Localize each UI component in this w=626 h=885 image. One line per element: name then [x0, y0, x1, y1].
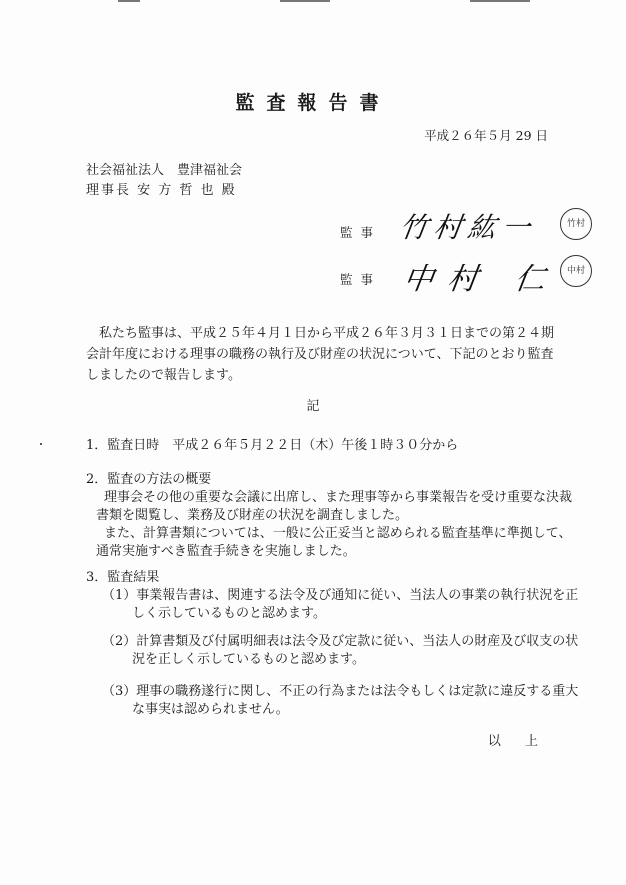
document-title: 監査報告書	[235, 92, 391, 114]
result-item-line: な事実は認められません。	[132, 702, 289, 717]
ki-marker: 記	[306, 399, 320, 414]
closing-mark: 以 上	[487, 734, 548, 749]
recipient-chairman: 理事長 安 方 哲 也 殿	[86, 183, 237, 198]
auditor-signature: 竹村紘一	[397, 211, 539, 244]
seal-icon: 中村	[560, 255, 592, 287]
section-heading-audit-date: 1．監査日時 平成２６年５月２２日（木）午後１時３０分から	[86, 438, 459, 453]
scan-edge-mark	[470, 0, 530, 2]
intro-paragraph: 私たち監事は、平成２５年４月１日から平成２６年３月３１日までの第２４期会計年度における理事の職務の執行及び財産の状況について、下記のとおり監査しましたので報告します。	[86, 326, 555, 383]
seal-icon: 竹村	[560, 208, 592, 240]
result-item-line: （3）理事の職務遂行に関し、不正の行為または法令もしくは定款に違反する重大	[102, 684, 579, 699]
auditor-label: 監事	[340, 272, 382, 287]
method-line: 通常実施すべき監査手続きを実施しました。	[96, 544, 356, 559]
report-date: 平成２６年５月 29 日	[424, 128, 548, 143]
scan-speck	[40, 443, 42, 445]
section-heading-audit-method: 2．監査の方法の概要	[86, 472, 212, 487]
auditor-label: 監事	[340, 225, 382, 240]
section-heading-audit-results: 3．監査結果	[86, 570, 160, 585]
result-item-line: 況を正しく示しているものと認めます。	[132, 652, 365, 667]
result-item-line: しく示しているものと認めます。	[132, 606, 326, 621]
method-line: 理事会その他の重要な会議に出席し、また理事等から事業報告を受け重要な決裁	[104, 490, 573, 505]
result-item-line: （1）事業報告書は、関連する法令及び通知に従い、当法人の事業の執行状況を正	[102, 588, 579, 603]
scan-edge-mark	[280, 0, 330, 2]
method-line: 書類を閲覧し、業務及び財産の状況を調査しました。	[96, 508, 409, 523]
auditor-signature: 中村 仁	[401, 262, 562, 297]
result-item-line: （2）計算書類及び付属明細表は法令及び定款に従い、当法人の財産及び収支の状	[102, 634, 579, 649]
recipient-organization: 社会福祉法人 豊津福祉会	[86, 163, 243, 178]
scan-edge-mark	[118, 0, 140, 2]
method-line: また、計算書類については、一般に公正妥当と認められる監査基準に準拠して、	[104, 526, 572, 541]
